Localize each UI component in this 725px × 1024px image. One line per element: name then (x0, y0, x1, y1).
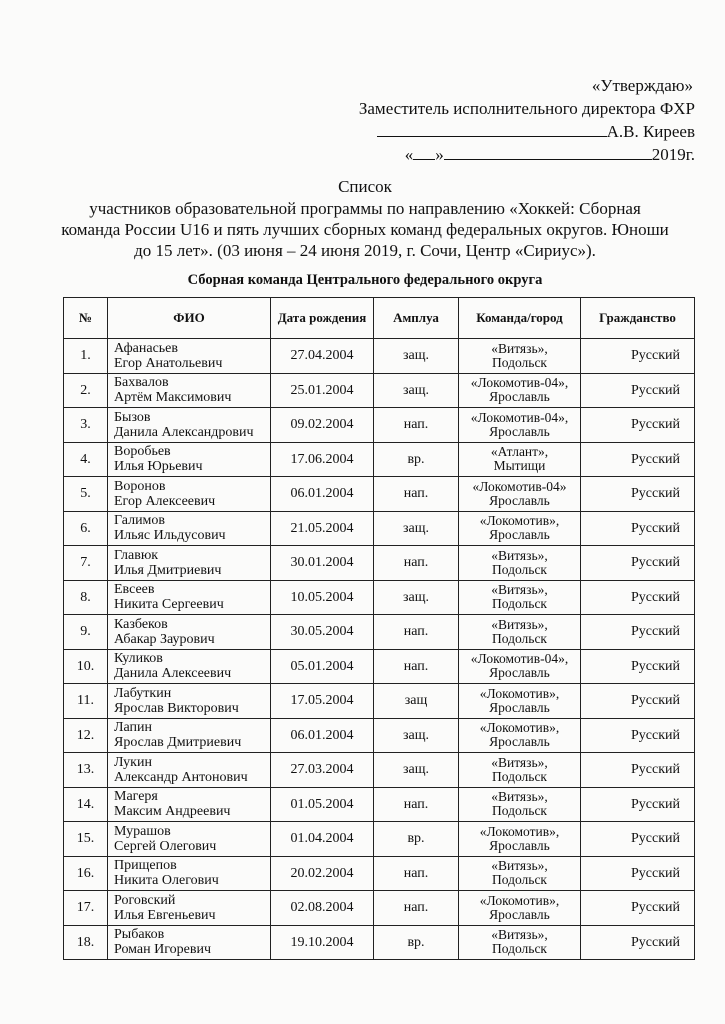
birth-date: 05.01.2004 (271, 649, 374, 684)
table-row (64, 684, 695, 719)
row-number: 8. (64, 580, 108, 615)
table-row (64, 891, 695, 926)
participant-name (108, 442, 271, 477)
date-quote-close: » (435, 145, 444, 164)
participant-surname: Лапин (114, 720, 153, 736)
month-blank (444, 145, 652, 160)
city-name: Ярославль (489, 423, 550, 439)
participant-given-name: Егор Анатольевич (114, 355, 223, 371)
document-title: Список (338, 177, 392, 196)
row-number: 13. (64, 753, 108, 788)
participant-name (108, 615, 271, 650)
citizenship: Русский (581, 925, 695, 960)
citizenship: Русский (581, 822, 695, 857)
participant-surname: Главюк (114, 547, 159, 563)
participant-name (108, 580, 271, 615)
table-row (64, 649, 695, 684)
header-role: Амплуа (374, 298, 459, 339)
team-city (459, 442, 581, 477)
player-role: нап. (374, 546, 459, 581)
participant-name (108, 408, 271, 443)
citizenship: Русский (581, 753, 695, 788)
city-name: Подольск (492, 630, 547, 646)
participant-surname: Прищепов (114, 858, 177, 874)
participant-given-name: Александр Антонович (114, 769, 248, 785)
participant-surname: Бызов (114, 409, 151, 425)
row-number: 10. (64, 649, 108, 684)
header-team: Команда/город (459, 298, 581, 339)
player-role: защ. (374, 373, 459, 408)
row-number: 3. (64, 408, 108, 443)
team-name: «Витязь», (491, 858, 548, 874)
birth-date: 06.01.2004 (271, 477, 374, 512)
participant-surname: Галимов (114, 513, 166, 529)
participant-name (108, 684, 271, 719)
participant-given-name: Сергей Олегович (114, 838, 217, 854)
team-city (459, 787, 581, 822)
participant-name (108, 373, 271, 408)
document-heading (60, 176, 670, 261)
table-row (64, 511, 695, 546)
participant-given-name: Илья Юрьевич (114, 459, 203, 475)
participant-given-name: Артём Максимович (114, 390, 232, 406)
participant-surname: Бахвалов (114, 375, 169, 391)
row-number: 14. (64, 787, 108, 822)
participant-given-name: Ярослав Викторович (114, 700, 239, 716)
participant-given-name: Роман Игоревич (114, 942, 212, 958)
team-name: «Витязь», (491, 547, 548, 563)
participant-surname: Казбеков (114, 616, 168, 632)
team-name: «Витязь», (491, 340, 548, 356)
participant-surname: Воронов (114, 478, 166, 494)
team-name: «Витязь», (491, 616, 548, 632)
participant-given-name: Ярослав Дмитриевич (114, 735, 242, 751)
team-name: «Атлант», (490, 444, 549, 460)
table-row (64, 753, 695, 788)
team-city (459, 649, 581, 684)
birth-date: 10.05.2004 (271, 580, 374, 615)
citizenship: Русский (581, 442, 695, 477)
approval-year: 2019г. (651, 145, 695, 164)
participant-surname: Рыбаков (114, 927, 165, 943)
row-number: 18. (64, 925, 108, 960)
approver-position: Заместитель исполнительного директора ФХР (358, 99, 695, 118)
city-name: Подольск (492, 941, 547, 957)
team-name: «Локомотив-04», (470, 409, 569, 425)
participant-surname: Лукин (114, 754, 152, 770)
team-city (459, 546, 581, 581)
row-number: 6. (64, 511, 108, 546)
player-role: защ. (374, 718, 459, 753)
city-name: Ярославль (489, 389, 550, 405)
team-name: «Локомотив-04», (470, 651, 569, 667)
city-name: Подольск (492, 596, 547, 612)
participant-surname: Афанасьев (114, 340, 178, 356)
citizenship: Русский (581, 408, 695, 443)
participant-name (108, 718, 271, 753)
player-role: нап. (374, 856, 459, 891)
team-subtitle: Сборная команда Центрального федерального округа (187, 272, 543, 288)
city-name: Подольск (492, 872, 547, 888)
row-number: 7. (64, 546, 108, 581)
team-city (459, 373, 581, 408)
birth-date: 17.05.2004 (271, 684, 374, 719)
player-role: защ (374, 684, 459, 719)
approval-block (359, 74, 695, 166)
table-row (64, 442, 695, 477)
team-name: «Локомотив-04», (470, 375, 569, 391)
participant-surname: Куликов (114, 651, 163, 667)
participants-table (63, 297, 695, 960)
table-row (64, 373, 695, 408)
participant-given-name: Данила Алексеевич (114, 666, 232, 682)
participant-name (108, 856, 271, 891)
team-city (459, 580, 581, 615)
participant-name (108, 925, 271, 960)
team-city (459, 615, 581, 650)
citizenship: Русский (581, 546, 695, 581)
city-name: Подольск (492, 768, 547, 784)
team-name: «Локомотив», (479, 685, 560, 701)
city-name: Ярославль (489, 527, 550, 543)
table-row (64, 822, 695, 857)
participant-name (108, 891, 271, 926)
citizenship: Русский (581, 787, 695, 822)
citizenship: Русский (581, 580, 695, 615)
player-role: нап. (374, 787, 459, 822)
citizenship: Русский (581, 718, 695, 753)
document-description: участников образовательной программы по направлению «Хоккей: Сборная команда России U16 и пять лучших сборных команд федеральных округов. Юноши до 15 лет». (03 июня – 24 июня 2019, г. Сочи, Центр «Сириус»). (61, 199, 669, 260)
birth-date: 19.10.2004 (271, 925, 374, 960)
team-name: «Локомотив», (479, 720, 560, 736)
citizenship: Русский (581, 684, 695, 719)
table-row (64, 925, 695, 960)
row-number: 15. (64, 822, 108, 857)
table-row (64, 787, 695, 822)
row-number: 1. (64, 339, 108, 374)
row-number: 2. (64, 373, 108, 408)
city-name: Ярославль (489, 734, 550, 750)
citizenship: Русский (581, 891, 695, 926)
citizenship: Русский (581, 511, 695, 546)
team-city (459, 753, 581, 788)
city-name: Подольск (492, 354, 547, 370)
team-city (459, 684, 581, 719)
participant-surname: Роговский (114, 892, 176, 908)
birth-date: 01.05.2004 (271, 787, 374, 822)
table-header-row (64, 298, 695, 339)
team-city (459, 477, 581, 512)
date-quote-open: « (404, 145, 414, 164)
signature-line (359, 120, 695, 143)
team-city (459, 856, 581, 891)
participant-surname: Лабуткин (114, 685, 172, 701)
birth-date: 09.02.2004 (271, 408, 374, 443)
team-name: «Локомотив», (479, 892, 560, 908)
table-row (64, 718, 695, 753)
participant-surname: Магеря (114, 789, 158, 805)
participant-name (108, 339, 271, 374)
participant-surname: Мурашов (114, 823, 171, 839)
city-name: Ярославль (489, 492, 550, 508)
participant-name (108, 649, 271, 684)
row-number: 17. (64, 891, 108, 926)
citizenship: Русский (581, 339, 695, 374)
team-name: «Витязь», (491, 754, 548, 770)
header-dob: Дата рождения (271, 298, 374, 339)
row-number: 16. (64, 856, 108, 891)
team-name: «Витязь», (491, 582, 548, 598)
player-role: нап. (374, 408, 459, 443)
birth-date: 17.06.2004 (271, 442, 374, 477)
row-number: 4. (64, 442, 108, 477)
participant-name (108, 546, 271, 581)
birth-date: 25.01.2004 (271, 373, 374, 408)
player-role: нап. (374, 477, 459, 512)
table-row (64, 477, 695, 512)
participant-name (108, 511, 271, 546)
participant-given-name: Илья Дмитриевич (114, 562, 222, 578)
citizenship: Русский (581, 856, 695, 891)
table-row (64, 339, 695, 374)
citizenship: Русский (581, 615, 695, 650)
participant-given-name: Егор Алексеевич (114, 493, 216, 509)
player-role: нап. (374, 649, 459, 684)
city-name: Подольск (492, 561, 547, 577)
player-role: нап. (374, 615, 459, 650)
team-name: «Локомотив», (479, 513, 560, 529)
birth-date: 27.04.2004 (271, 339, 374, 374)
birth-date: 06.01.2004 (271, 718, 374, 753)
approval-date-line (359, 143, 695, 166)
citizenship: Русский (581, 373, 695, 408)
approve-word: «Утверждаю» (591, 76, 693, 95)
participant-name (108, 477, 271, 512)
participant-surname: Воробьев (114, 444, 171, 460)
team-name: «Витязь», (491, 927, 548, 943)
team-name: «Локомотив», (479, 823, 560, 839)
player-role: вр. (374, 822, 459, 857)
row-number: 5. (64, 477, 108, 512)
participant-surname: Евсеев (114, 582, 155, 598)
birth-date: 27.03.2004 (271, 753, 374, 788)
player-role: защ. (374, 511, 459, 546)
header-num: № (64, 298, 108, 339)
participant-given-name: Ильяс Ильдусович (114, 528, 226, 544)
participant-given-name: Никита Сергеевич (114, 597, 224, 613)
player-role: защ. (374, 580, 459, 615)
city-name: Подольск (492, 803, 547, 819)
participant-given-name: Данила Александрович (114, 424, 254, 440)
player-role: вр. (374, 442, 459, 477)
row-number: 9. (64, 615, 108, 650)
participant-given-name: Илья Евгеньевич (114, 907, 216, 923)
citizenship: Русский (581, 477, 695, 512)
signature-blank (377, 122, 607, 137)
city-name: Ярославль (489, 837, 550, 853)
table-row (64, 856, 695, 891)
team-city (459, 925, 581, 960)
player-role: защ. (374, 753, 459, 788)
city-name: Мытищи (493, 458, 546, 474)
table-row (64, 580, 695, 615)
birth-date: 21.05.2004 (271, 511, 374, 546)
day-blank (413, 145, 435, 160)
player-role: нап. (374, 891, 459, 926)
team-city (459, 408, 581, 443)
birth-date: 30.01.2004 (271, 546, 374, 581)
team-name: «Локомотив-04» (472, 478, 567, 494)
birth-date: 01.04.2004 (271, 822, 374, 857)
row-number: 11. (64, 684, 108, 719)
header-citizenship: Гражданство (581, 298, 695, 339)
team-city (459, 718, 581, 753)
team-city (459, 822, 581, 857)
participant-name (108, 822, 271, 857)
participant-given-name: Абакар Заурович (114, 631, 215, 647)
player-role: вр. (374, 925, 459, 960)
participant-given-name: Максим Андреевич (114, 804, 231, 820)
participant-given-name: Никита Олегович (114, 873, 219, 889)
header-name: ФИО (108, 298, 271, 339)
team-name: «Витязь», (491, 789, 548, 805)
team-city (459, 891, 581, 926)
city-name: Ярославль (489, 906, 550, 922)
player-role: защ. (374, 339, 459, 374)
citizenship: Русский (581, 649, 695, 684)
birth-date: 30.05.2004 (271, 615, 374, 650)
birth-date: 02.08.2004 (271, 891, 374, 926)
table-row (64, 546, 695, 581)
team-city (459, 511, 581, 546)
participant-name (108, 753, 271, 788)
signatory-name: А.В. Киреев (606, 122, 695, 141)
birth-date: 20.02.2004 (271, 856, 374, 891)
team-city (459, 339, 581, 374)
participant-name (108, 787, 271, 822)
city-name: Ярославль (489, 665, 550, 681)
city-name: Ярославль (489, 699, 550, 715)
table-row (64, 408, 695, 443)
row-number: 12. (64, 718, 108, 753)
table-row (64, 615, 695, 650)
